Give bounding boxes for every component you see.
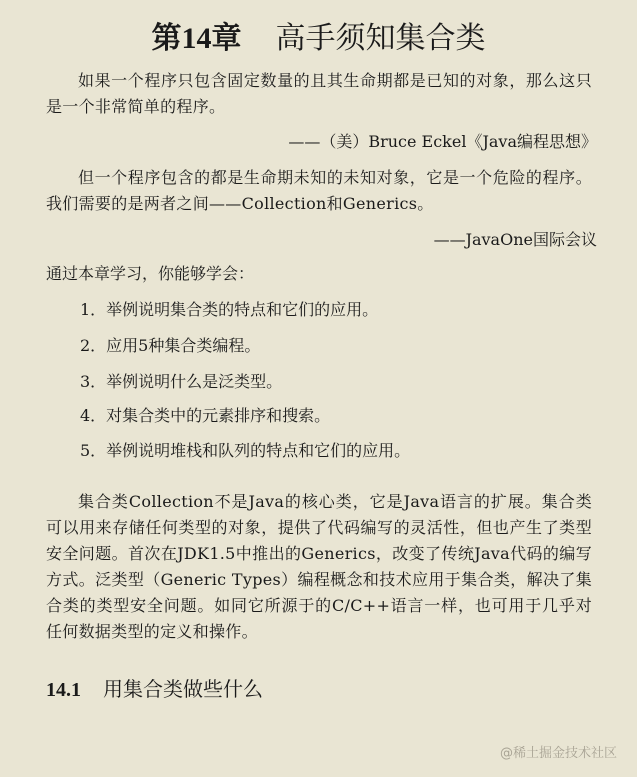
epigraph-quote-2: 但一个程序包含的都是生命期未知的未知对象，它是一个危险的程序。我们需要的是两者之间——Collection和Generics。	[46, 168, 592, 213]
objective-item-4: 4．对集合类中的元素排序和搜索。	[80, 406, 331, 425]
chapter-number: 第14章	[151, 22, 242, 55]
section-title: 用集合类做些什么	[103, 677, 263, 701]
objective-item-5: 5．举例说明堆栈和队列的特点和它们的应用。	[80, 441, 411, 460]
objective-item-2: 2．应用5种集合类编程。	[80, 336, 261, 355]
epigraph-quote-1: 如果一个程序只包含固定数量的且其生命期都是已知的对象，那么这只是一个非常简单的程序。	[46, 71, 592, 116]
chapter-heading	[0, 20, 637, 58]
intro-paragraph: 集合类Collection不是Java的核心类，它是Java语言的扩展。集合类可以用来存储任何类型的对象，提供了代码编写的灵活性，但也产生了类型安全问题。首次在JDK1.5中推出的Generics，改变了传统Java代码的编写方式。泛类型（Generic Types）编程概念和技术应用于集合类，解决了集合类的类型安全问题。如同它所源于的C/C++语言一样，也可用于几乎对任何数据类型的定义和操作。	[46, 492, 592, 641]
objective-item-3: 3．举例说明什么是泛类型。	[80, 372, 283, 391]
section-heading	[46, 674, 263, 705]
objectives-lead: 通过本章学习，你能够学会：	[46, 264, 255, 283]
watermark: @稀土掘金技术社区	[499, 746, 617, 761]
epigraph-attribution-1: ——（美）Bruce Eckel《Java编程思想》	[288, 132, 597, 151]
objective-item-1: 1．举例说明集合类的特点和它们的应用。	[80, 300, 379, 319]
epigraph-attribution-2: ——JavaOne国际会议	[433, 230, 597, 249]
section-number: 14.1	[46, 679, 81, 701]
chapter-title: 高手须知集合类	[275, 21, 486, 56]
